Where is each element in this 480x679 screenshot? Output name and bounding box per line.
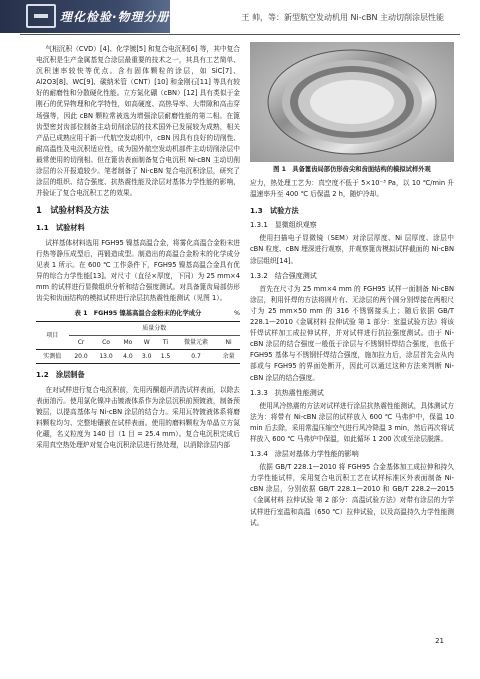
table-row-label: 实测值 <box>36 350 69 364</box>
paragraph-1-3-1: 使用扫描电子显微镜（SEM）对涂层厚度、Ni 层厚度、涂层中 cBN 粒度、cBN 埋深进行观察，并观察篦齿模拟试样截面的 Ni-cBN 涂层组织[14]。 <box>250 234 454 265</box>
table-cell: 20.0 <box>69 350 94 364</box>
journal-logo-icon <box>26 4 56 28</box>
journal-logo-text: 理化检验·物理分册 <box>60 10 170 24</box>
section-heading-1-3-4: 1.3.4 涂层对基体力学性能的影响 <box>250 450 359 459</box>
table-caption: 表 1 FGH95 镍基高温合金粉末的化学成分 % <box>36 308 240 319</box>
section-heading-1-3: 1.3 试验方法 <box>250 206 299 216</box>
page-number: 21 <box>435 637 444 645</box>
section-heading-1-3-1: 1.3.1 显微组织观察 <box>250 221 317 230</box>
table-cell: 余量 <box>217 350 240 364</box>
table-column-header: Ti <box>156 336 175 350</box>
table-cell: 13.0 <box>94 350 119 364</box>
table-column-header: Ni <box>217 336 240 350</box>
table-group-header: 质量分数 <box>69 322 240 336</box>
table-column-header: Co <box>94 336 119 350</box>
section-heading-1-2: 1.2 涂层制备 <box>36 370 85 380</box>
table-1 <box>36 308 240 364</box>
section-heading-1-3-2: 1.3.2 结合强度测试 <box>250 271 317 280</box>
left-column <box>36 44 240 451</box>
section-heading-1-3-3: 1.3.3 抗热震性能测试 <box>250 388 324 397</box>
figure-1-photo <box>250 42 454 162</box>
journal-logo-banner <box>0 0 170 33</box>
paragraph-1-3-4: 依据 GB/T 228.1—2010 将 FGH95 合金基体加工成拉伸和持久力学性能试样，采用复合电沉积工艺在试样标准区外表面制备 Ni-cBN 涂层，分别依据 GB/T 228.1—2010 和 GB/T 228.2—2015《金属材料 拉伸试验 第 2 部分：高温试验方法》对带有涂层的力学试样进行室温和高温（650 ℃）拉伸试验，以及高温持久力学性能测试。 <box>250 463 454 527</box>
table-column-header: W <box>137 336 156 350</box>
table-cell: 3.0 <box>137 350 156 364</box>
right-column <box>250 178 454 529</box>
section-heading-1-1: 1.1 试验材料 <box>36 223 85 233</box>
figure-1-caption: 图 1 具备篦齿局部仿形齿尖和齿面结构的模拟试样外观 <box>273 166 431 173</box>
paragraph-1-1: 试样基体材料选用 FGH95 镍基高温合金，将雾化高温合金粉末进行热等静压成型后，再锻造成型。制造出的高温合金粉末的化学成分见表 1 所示。在 600 ℃ 工作条件下，FGH95 镍基高温合金具有优异的综合力学性能[13]。对尺寸（直径×厚度，下同）为 25 mm×4 mm 的试样进行显微组织分析和结合强度测试。对具备篦齿局部仿形齿尖和齿面结构的模拟试样进行涂层抗热震性能测试（见图 1）。 <box>36 238 240 302</box>
table-cell: 4.0 <box>119 350 138 364</box>
section-heading-1: 1 试验材料及方法 <box>36 205 109 216</box>
table-cell: 0.7 <box>175 350 217 364</box>
header-rule <box>20 34 460 35</box>
running-head: 王 帅，等：新型航空发动机用 Ni-cBN 主动切削涂层性能 <box>241 13 444 22</box>
table-unit: % <box>234 310 240 318</box>
table-column-header: 微量元素 <box>175 336 217 350</box>
table-column-header: Cr <box>69 336 94 350</box>
table-cell: 1.5 <box>156 350 175 364</box>
page-header <box>0 0 480 40</box>
intro-paragraph: 气相沉积（CVD）[4]、化学镀[5] 和复合电沉积[6] 等，其中复合电沉积是生产金属基复合涂层最重要的技术之一，其具有工艺简单、沉积速率较快等优点。含有固体颗粒的涂层，如 SiC[7]、Al2O3[8]、WC[9]、碳纳米管（CNT）[10] 和金刚石[11] 等具有较好的耐磨性和分散硬化性能。立方氮化硼（cBN）[12] 具有类似于金刚石的优异物理和化学特性，如高硬度、高热导率、大带隙和高击穿场强等，因此 cBN 颗粒常被选为增强涂层耐磨性能的第二相。在篦齿型密封齿部位制备主动切削涂层的技术国外已发展较为成熟，相关产品已成熟应用于新一代航空发动机中，cBN 因具有良好的切削性、耐高温性及电沉积适应性，成为国外航空发动机部件主动切削涂层中最常使用的切削相。但在篦齿表面制备复合电沉积 Ni-cBN 主动切削涂层的公开报道较少。笔者制备了 Ni-cBN 复合电沉积涂层，研究了涂层的组织、结合强度、抗热震性能及涂层对基体力学性能的影响，并验证了复合电沉积工艺的效果。 <box>36 45 240 198</box>
table-column-header: Mo <box>119 336 138 350</box>
paragraph-heat-treatment: 应力，热处理工艺为：真空度不低于 5×10⁻³ Pa，以 10 ℃/min 升温速率升至 400 ℃ 后保温 2 h，随炉冷却。 <box>250 179 454 199</box>
composition-table <box>36 321 240 364</box>
specimen-ring-image <box>250 42 454 162</box>
paragraph-1-2: 在对试样进行复合电沉积前，先用丙酮超声清洗试样表面，以除去表面油污。使用氯化镍冲击镀液体系作为涂层沉积前预镀液，制备预镀层，以提高基体与 Ni-cBN 涂层的结合力。采用瓦特镀液体系将磨料颗粒均匀、完整地镶嵌在试样表面。使用的磨料颗粒为单晶立方氮化硼，名义粒度为 140 目（1 目 = 25.4 mm）。复合电沉积完成后采用真空热处理炉对复合电沉积涂层进行热处理，以消除涂层内部 <box>36 385 240 449</box>
paragraph-1-3-2: 首先在尺寸为 25 mm×4 mm 的 FGH95 试样一面制备 Ni-cBN 涂层，利用钎焊的方法将圆片有、无涂层的两个圆分别焊接在两根尺寸为 25 mm×50 mm 的 316 不锈钢接头上；随后依据 GB/T 228.1—2010《金属材料 拉伸试验 第 1 部分：室温试验方法》将该钎焊试样加工成拉伸试样，并对试样进行抗拉强度测试。由于 Ni-cBN 涂层的结合强度一般低于涂层与不锈钢钎焊结合强度，也低于 FGH95 基体与不锈钢钎焊结合强度，施加拉力后，涂层首先会从内部或与 FGH95 的界面处断开，因此可以通过这种方法来判断 Ni-cBN 涂层的结合强度。 <box>250 284 454 382</box>
paragraph-1-3-3: 使用风冷热震的方法对试样进行涂层抗热震性能测试，具体测试方法为：将带有 Ni-cBN 涂层的试样放入 600 ℃ 马弗炉中，保温 10 min 后去除，采用常温压缩空气进行风冷降温 3 min，然后再次将试样放入 600 ℃ 马弗炉中保温，如此循环 1 200 次或至涂层脱落。 <box>250 401 454 443</box>
table-item-header: 项目 <box>36 322 69 350</box>
